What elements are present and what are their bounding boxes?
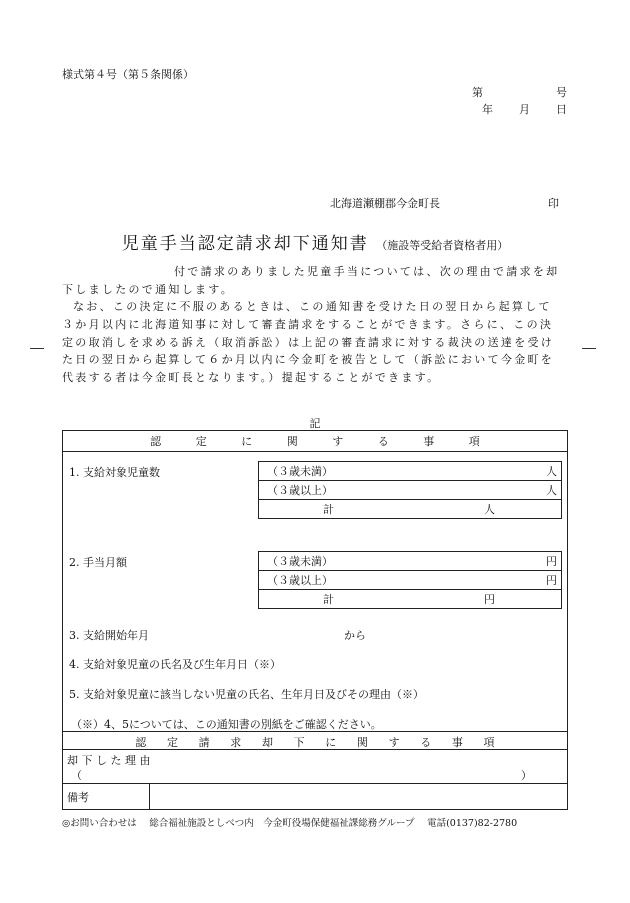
reason-open-paren: （ [71, 769, 82, 782]
heading-recognition: 認 定 に 関 す る 事 項 [150, 435, 480, 448]
document-number-line [472, 84, 567, 100]
rejection-reason-label: 却 下 し た 理 由 [67, 754, 151, 767]
left-margin-mark [30, 348, 44, 349]
monthly-amount-table [258, 551, 562, 609]
form-number: 様式第４号（第５条関係） [62, 68, 194, 81]
monthly-amount-total-row: 計 円 [323, 593, 495, 606]
date-month: 月 [519, 103, 530, 116]
remarks-divider [149, 783, 150, 810]
number-suffix: 号 [556, 86, 567, 99]
divider [63, 783, 567, 784]
heading-rejection: 認 定 請 求 却 下 に 関 す る 事 項 [135, 736, 495, 749]
item-child-name-label: 4. 支給対象児童の氏名及び生年月日（※） [69, 658, 281, 671]
divider [63, 451, 567, 452]
date-line [482, 101, 567, 117]
item-monthly-amount-label: 2. 手当月額 [69, 556, 127, 569]
item-non-child-label: 5. 支給対象児童に該当しない児童の氏名、生年月日及びその理由（※） [69, 688, 424, 701]
item-start-month-label: 3. 支給開始年月 [69, 629, 149, 642]
number-prefix: 第 [472, 86, 483, 99]
document-title [0, 229, 630, 254]
child-count-table [258, 461, 562, 519]
body-paragraph-1: 付で請求のありました児童手当については、次の理由で請求を却下しましたので通知します。 [62, 265, 560, 296]
body-paragraph-2: なお、この決定に不服のあるときは、この通知書を受けた日の翌日から起算して３か月以内に北海道知事に対して審査請求をすることができます。さらに、この決定の取消しを求める訴え（取消訴訟）は上記の審査請求に対する裁決の送達を受けた日の翌日から起算して６か月以内に今金町を被告として（訴訟において今金町を代表する者は今金町長となります。）提起することができます。 [62, 300, 555, 385]
monthly-amount-row: （３歳以上） 円 [259, 571, 561, 590]
child-count-total-row: 計 人 [323, 503, 495, 516]
child-count-row: （３歳以上） 人 [259, 481, 561, 500]
divider [63, 731, 567, 732]
item-child-count-label: 1. 支給対象児童数 [69, 466, 160, 479]
date-year: 年 [482, 103, 493, 116]
ki-heading: 記 [309, 417, 321, 430]
item-start-from: から [344, 629, 366, 642]
right-margin-mark [582, 348, 596, 349]
reason-close-paren: ） [521, 769, 532, 782]
child-count-row: （３歳未満） 人 [259, 462, 561, 481]
title-sub: （施設等受給者資格者用） [376, 239, 509, 252]
contact-footer: ◎お問い合わせは 総合福祉施設としべつ内 今金町役場保健福祉課総務グループ 電話(0137)82-2780 [62, 818, 518, 829]
title-main: 児童手当認定請求却下通知書 [121, 234, 369, 254]
seal-mark: 印 [548, 197, 559, 210]
monthly-amount-row: （３歳未満） 円 [259, 552, 561, 571]
divider [63, 749, 567, 750]
date-day: 日 [556, 103, 567, 116]
details-table [62, 430, 568, 810]
issuer-name: 北海道瀬棚郡今金町長 [330, 197, 440, 210]
annotation-note: （※）4、5については、この通知書の別紙をご確認ください。 [71, 718, 382, 731]
remarks-label: 備考 [67, 791, 89, 804]
